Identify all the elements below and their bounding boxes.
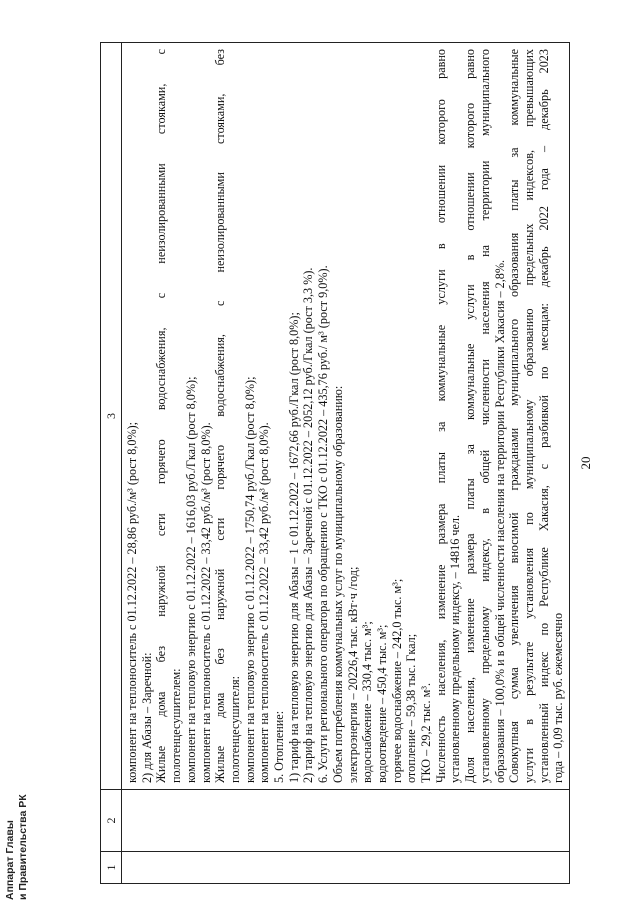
text-line: 2) тариф на тепловую энергию для Абазы – Заречной с 01.12.2022 – 2052,12 руб./Гкал (рост 3,3 %). (301, 267, 316, 783)
text-line: водоснабжение – 330,4 тыс. м³; (360, 621, 375, 783)
text-line: ТКО – 29,2 тыс. м³. (419, 682, 434, 783)
stamp-line-1: Аппарат Главы (4, 820, 16, 900)
text-line: 6. Услуги регионального оператора по обращению с ТКО с 01.12.2022 – 435,76 руб./ м³ (рост 9,0%). (316, 265, 331, 783)
page-number: 20 (578, 456, 593, 470)
text-line: полотенцесушителя: (227, 675, 242, 783)
text-line: 2) для Абазы – Заречной: (139, 652, 154, 783)
table-cell-col-3 (122, 43, 570, 790)
official-stamp (4, 740, 32, 900)
text-line: компонент на теплоноситель с 01.12.2022 – 33,42 руб./м³ (рост 8,0%). (257, 422, 272, 783)
text-line: Жилые дома без наружной сети горячего водоснабжения, с неизолированными стояками, без (213, 49, 228, 783)
document-table (100, 42, 570, 884)
text-line: 5. Отопление: (272, 710, 287, 783)
text-line: горячее водоснабжение – 242,0 тыс. м³; (389, 578, 404, 783)
text-line: компонент на тепловую энергию с 01.12.2022 – 1750,74 руб./Гкал (рост 8,0%); (242, 376, 257, 783)
text-line: установленному предельному индексу, в общей численности населения на территории муниципального (477, 49, 492, 783)
text-line: образования – 100,0% и в общей численности населения на территории Республики Хакасия – 2,8%. (492, 259, 507, 783)
text-line: водоотведение – 450,4 тыс. м³; (374, 624, 389, 783)
text-line: Доля населения, изменение размера платы за коммунальные услуги в отношении которого равно (463, 49, 478, 783)
text-line: электроэнергия – 20226,4 тыс. кВт·ч /год; (345, 566, 360, 783)
text-line: отопление – 59,38 тыс. Гкал; (404, 633, 419, 783)
text-line: установленный индекс по Республике Хакасия, с разбивкой по месяцам: декабрь 2022 года – декабрь 2023 (536, 49, 551, 783)
text-line: Объем потребления коммунальных услуг по муниципальному образованию: (330, 385, 345, 783)
table-cell-col-1 (122, 852, 570, 884)
text-line: компонент на тепловую энергию с 01.12.2022 – 1616,03 руб./Гкал (рост 8,0%); (183, 376, 198, 783)
table-header-row (101, 43, 122, 884)
stamp-line-2: и Правительства РК (17, 794, 29, 900)
text-line: полотенцесушителем: (169, 668, 184, 783)
text-line: года – 0,09 тыс. руб. ежемесячно (551, 612, 566, 783)
text-line: услуги в результате установления по муниципальному образованию предельных индексов, превышающих (521, 49, 536, 783)
text-line: Численность населения, изменение размера платы за коммунальные услуги в отношении которого равно (433, 49, 448, 783)
table-body-row (122, 43, 570, 884)
text-line: компонент на теплоноситель с 01.12.2022 – 33,42 руб./м³ (рост 8,0%). (198, 422, 213, 783)
text-line: Совокупная сумма увеличения вносимой гражданами муниципального образования платы за коммунальные (507, 49, 522, 783)
cell-text-block (122, 43, 566, 789)
text-line: 1) тариф на тепловую энергию для Абазы – 1 с 01.12.2022 – 1672,66 руб./Гкал (рост 8,0%); (286, 312, 301, 783)
rotated-page (100, 42, 593, 884)
column-header-2: 2 (101, 790, 122, 852)
column-header-3: 3 (101, 43, 122, 790)
text-line: компонент на теплоноситель с 01.12.2022 – 28,86 руб./м³ (рост 8,0%); (125, 421, 139, 783)
text-line: установленному предельному индексу, – 14816 чел. (448, 514, 463, 783)
text-line: Жилые дома без наружной сети горячего водоснабжения, с неизолированными стояками, с (154, 49, 169, 783)
table-cell-col-2 (122, 790, 570, 852)
column-header-1: 1 (101, 852, 122, 884)
